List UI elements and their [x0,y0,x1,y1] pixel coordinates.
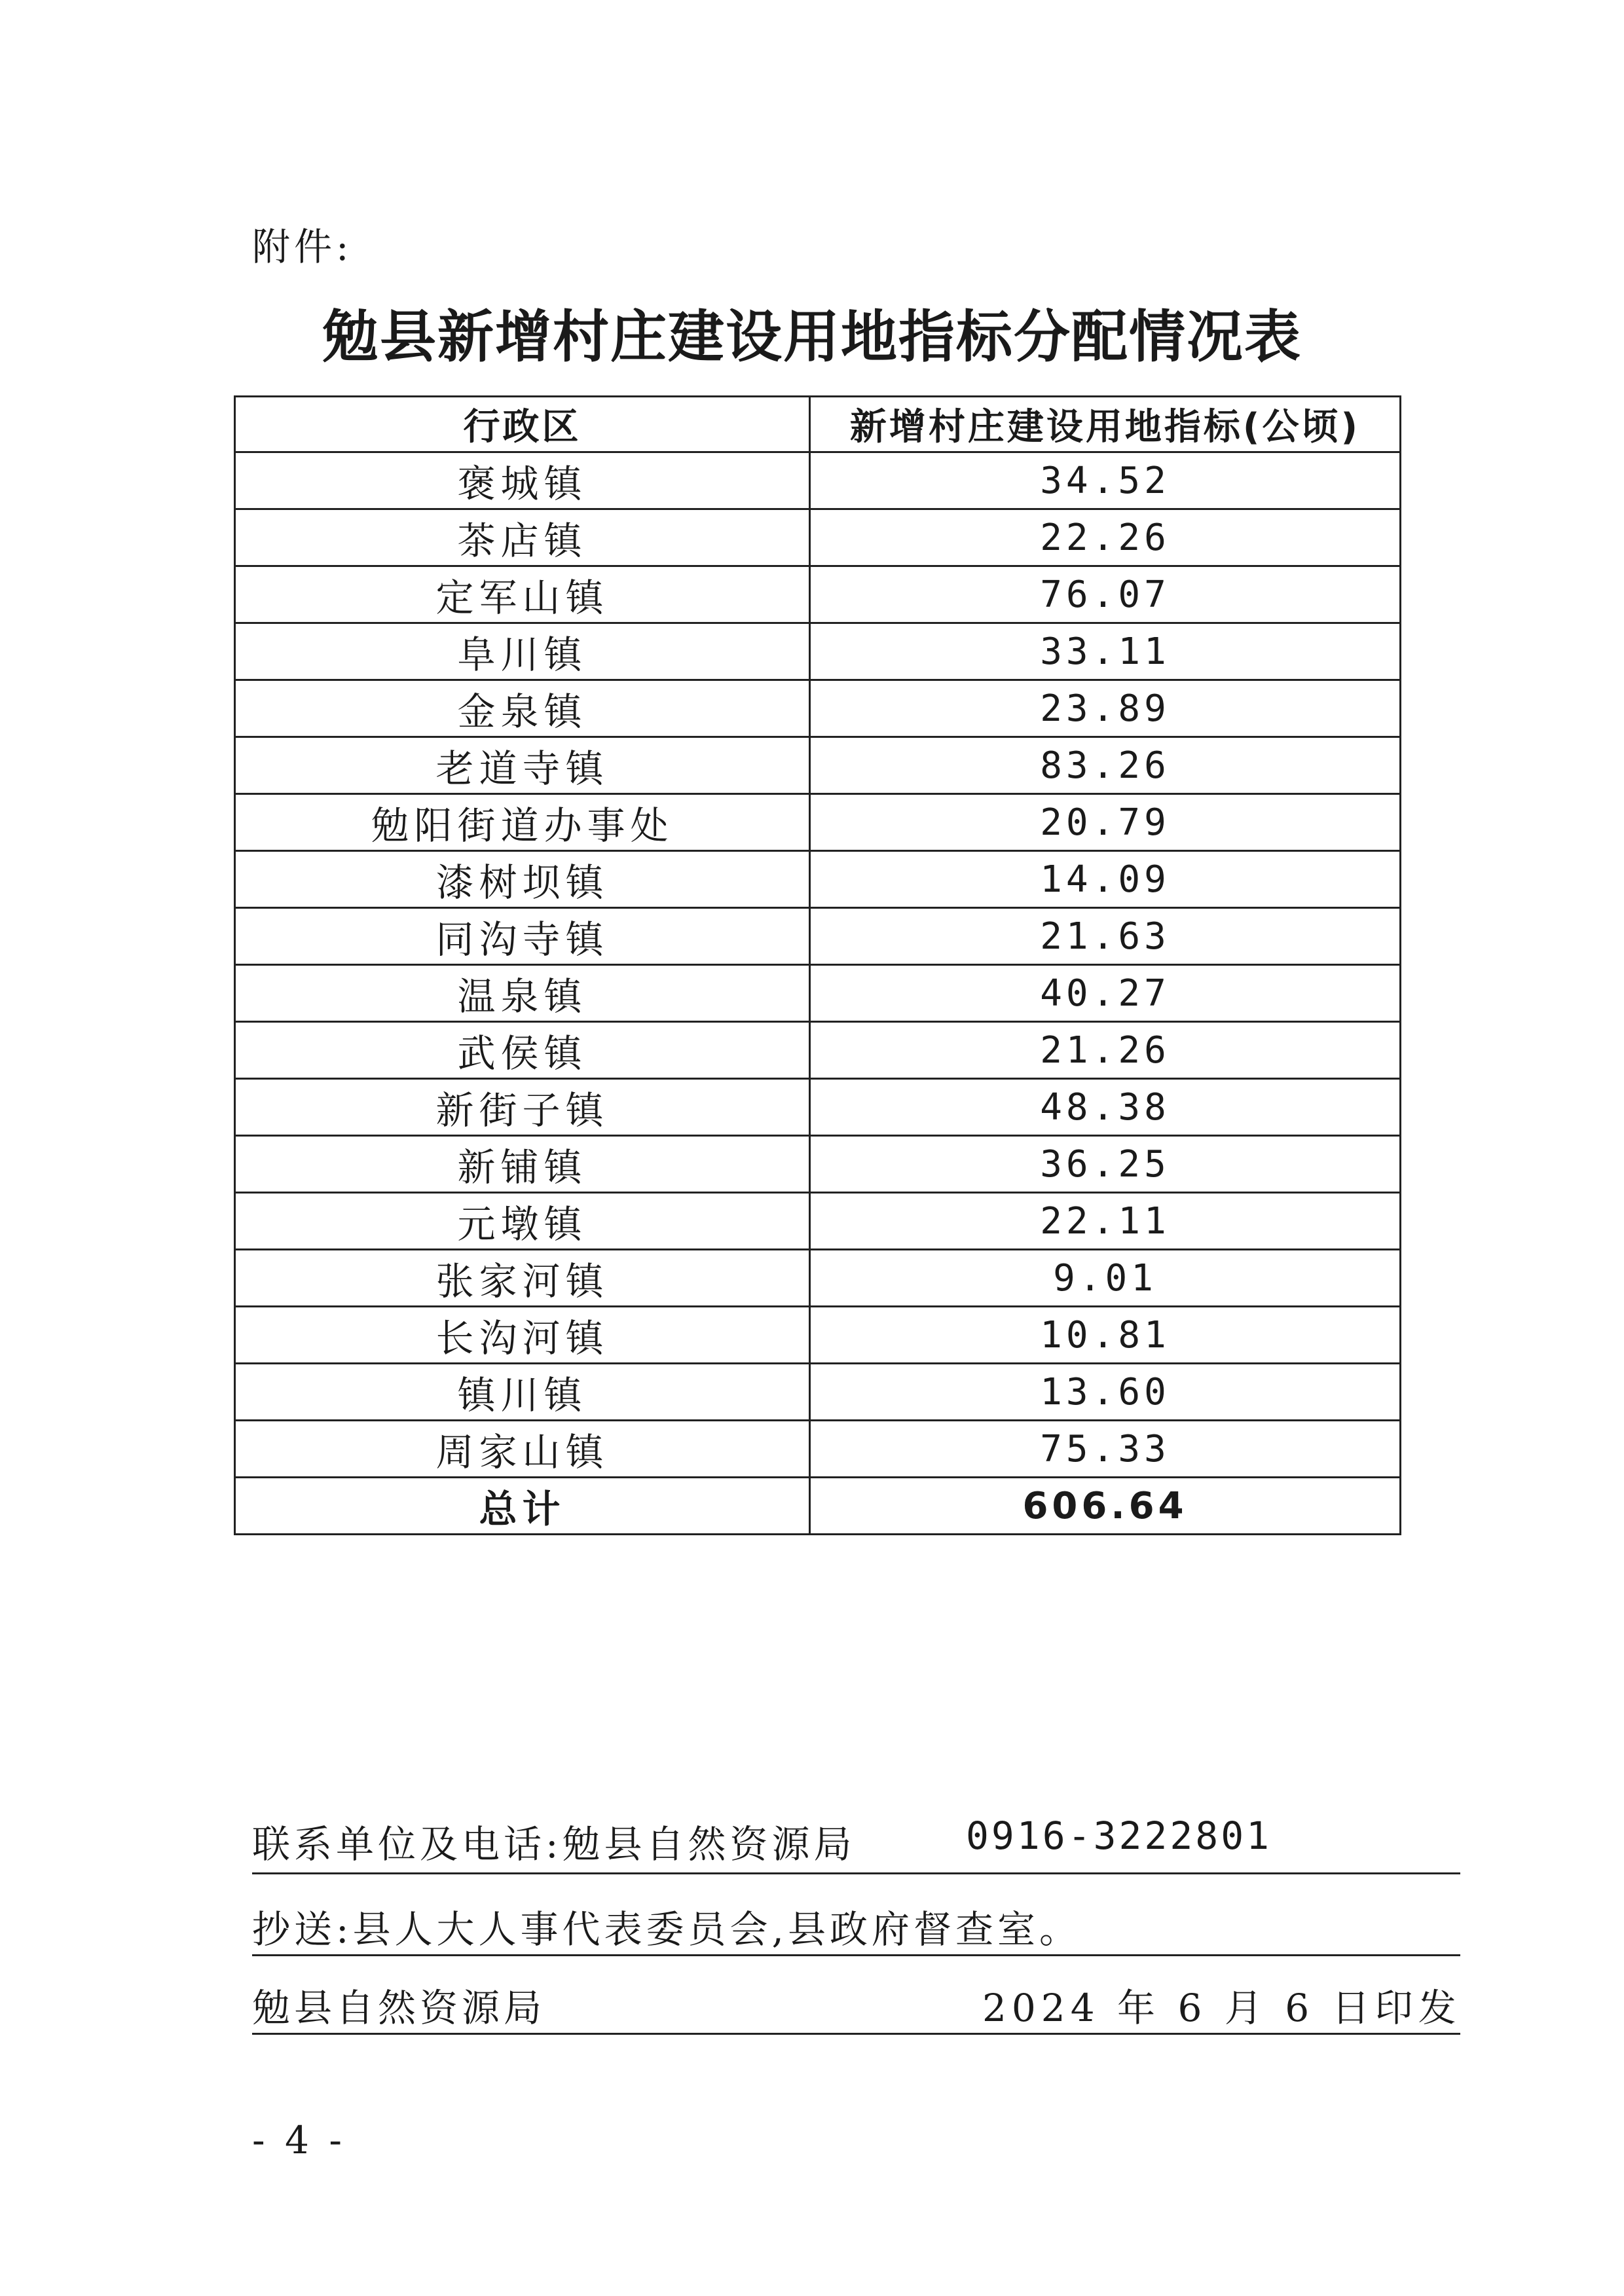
table-row [235,1364,1401,1421]
table-row [235,1079,1401,1136]
district-cell: 武侯镇 [235,1022,810,1079]
district-cell: 漆树坝镇 [235,851,810,908]
issue-date: 2024 年 6 月 6 日印发 [982,1986,1462,2030]
district-cell: 老道寺镇 [235,737,810,794]
allocation-cell: 13.60 [810,1364,1401,1421]
table-row [235,1307,1401,1364]
allocation-cell: 21.63 [810,908,1401,965]
district-cell: 周家山镇 [235,1421,810,1478]
district-cell: 金泉镇 [235,680,810,737]
table-row [235,1193,1401,1250]
table-row [235,851,1401,908]
attachment-label: 附件: [252,225,353,269]
table-row [235,452,1401,509]
table-row [235,1136,1401,1193]
table-row [235,908,1401,965]
district-cell: 定军山镇 [235,566,810,623]
allocation-cell: 10.81 [810,1307,1401,1364]
district-cell: 长沟河镇 [235,1307,810,1364]
divider-line [252,1954,1460,1956]
allocation-cell: 20.79 [810,794,1401,851]
table-row [235,1421,1401,1478]
allocation-cell: 48.38 [810,1079,1401,1136]
district-cell: 新铺镇 [235,1136,810,1193]
allocation-cell: 75.33 [810,1421,1401,1478]
table-row [235,566,1401,623]
total-label: 总计 [235,1478,810,1535]
table-row [235,737,1401,794]
divider-line [252,2033,1460,2035]
district-cell: 温泉镇 [235,965,810,1022]
total-row [235,1478,1401,1535]
allocation-cell: 36.25 [810,1136,1401,1193]
allocation-cell: 21.26 [810,1022,1401,1079]
district-cell: 新街子镇 [235,1079,810,1136]
district-cell: 镇川镇 [235,1364,810,1421]
allocation-cell: 23.89 [810,680,1401,737]
table-row [235,680,1401,737]
contact-line [252,1813,1272,1868]
district-cell: 元墩镇 [235,1193,810,1250]
table-row [235,623,1401,680]
district-cell: 褒城镇 [235,452,810,509]
divider-line [252,1872,1460,1874]
allocation-cell: 40.27 [810,965,1401,1022]
allocation-table [234,395,1401,1535]
allocation-cell: 9.01 [810,1250,1401,1307]
page-number: - 4 - [252,2118,346,2162]
table-header-row [235,397,1401,452]
allocation-cell: 33.11 [810,623,1401,680]
document-title: 勉县新增村庄建设用地指标分配情况表 [322,304,1302,370]
district-cell: 茶店镇 [235,509,810,566]
issuer-line [252,1977,1462,2032]
allocation-cell: 22.26 [810,509,1401,566]
district-cell: 同沟寺镇 [235,908,810,965]
allocation-cell: 22.11 [810,1193,1401,1250]
total-value: 606.64 [810,1478,1401,1535]
district-cell: 张家河镇 [235,1250,810,1307]
table-row [235,794,1401,851]
table-row [235,965,1401,1022]
table-body [235,452,1401,1535]
header-district: 行政区 [235,397,810,452]
table-row [235,1250,1401,1307]
allocation-cell: 76.07 [810,566,1401,623]
contact-label: 联系单位及电话:勉县自然资源局 [252,1822,856,1867]
issuer-name: 勉县自然资源局 [252,1986,546,2030]
district-cell: 勉阳街道办事处 [235,794,810,851]
header-allocation: 新增村庄建设用地指标(公顷) [810,397,1401,452]
allocation-cell: 14.09 [810,851,1401,908]
table-row [235,1022,1401,1079]
contact-phone: 0916-3222801 [966,1813,1272,1858]
allocation-cell: 83.26 [810,737,1401,794]
cc-line: 抄送:县人大人事代表委员会,县政府督查室。 [252,1907,1081,1952]
allocation-cell: 34.52 [810,452,1401,509]
table-row [235,509,1401,566]
district-cell: 阜川镇 [235,623,810,680]
